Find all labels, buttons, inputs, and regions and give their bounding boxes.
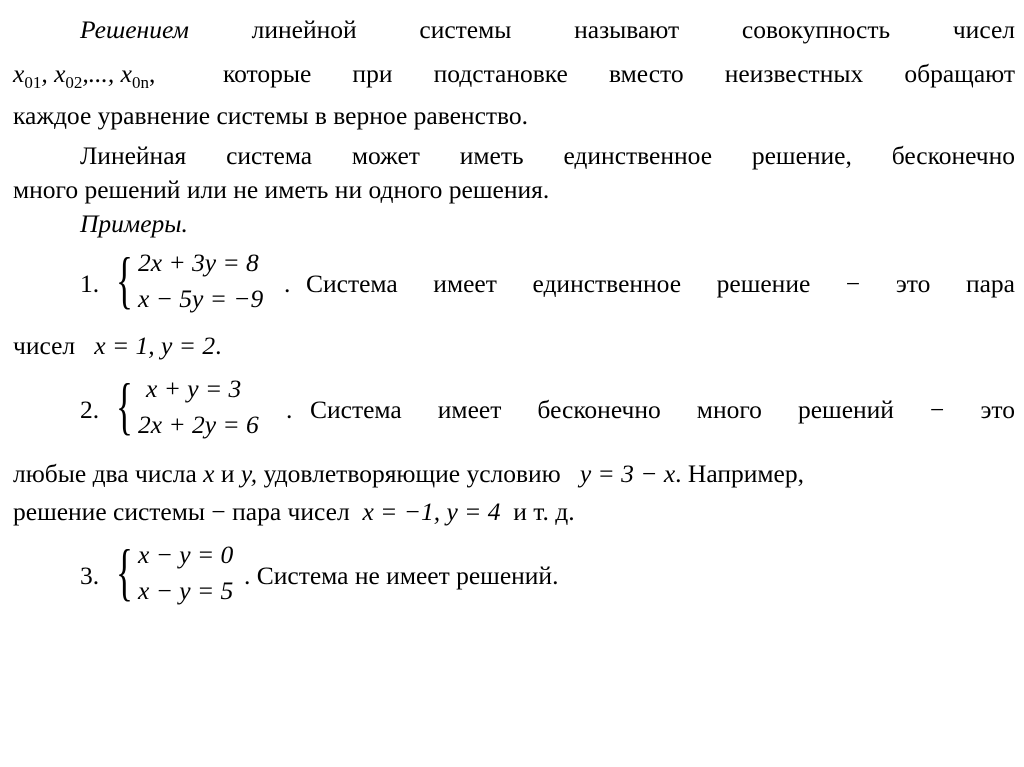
example-3-text: . Система не имеет решений.: [244, 561, 559, 590]
term-solution: Решением: [80, 15, 189, 44]
example-2-eq-1: x + y = 3: [146, 374, 242, 403]
text: удовлетворяющие условию: [263, 459, 561, 488]
left-brace: {: [116, 536, 133, 607]
example-1-text: Система имеет единственное решение − это пара: [306, 269, 1015, 298]
example-1-eq-1: 2x + 3y = 8: [138, 248, 259, 277]
example-3-number: 3.: [80, 561, 100, 590]
example-2-number: 2.: [80, 395, 100, 424]
example-1-solution: x = 1, y = 2: [94, 331, 216, 360]
text: и т. д.: [513, 497, 575, 526]
example-2-solution: x = −1, y = 4: [362, 497, 501, 526]
paragraph-2-line-1: Линейная система может иметь единственное решение, бесконечно: [80, 141, 1015, 170]
word: линейной: [251, 15, 357, 44]
example-1-eq-2: x − 5y = −9: [138, 284, 264, 313]
example-3-eq-2: x − y = 5: [138, 576, 234, 605]
word: системы: [419, 15, 512, 44]
condition: y = 3 − x: [579, 459, 676, 488]
paragraph-1-line-2: $x_{01}$, $x_{02}$,..., $x_{0n}$, которые при подстановке вместо неизвестных обращают: [13, 59, 1015, 92]
example-3-eq-1: x − y = 0: [138, 540, 234, 569]
dot: .: [286, 395, 293, 424]
left-brace: {: [116, 244, 133, 315]
paragraph-1-line-2-text: которые при подстановке вместо неизвестных обращают: [223, 59, 1015, 88]
example-2-line-3: [13, 496, 575, 528]
text: решение системы − пара чисел: [13, 497, 350, 526]
example-1-solution-line: чисел x = 1, y = 2.: [13, 331, 222, 360]
var-y: y,: [240, 459, 258, 488]
example-1-number: 1.: [80, 269, 100, 298]
paragraph-2-line-2: много решений или не иметь ни одного решения.: [13, 175, 550, 204]
var-x: x: [203, 459, 215, 488]
text: любые два числа: [13, 459, 197, 488]
word: называют: [574, 15, 680, 44]
variables-list: $x_{01}$, $x_{02}$,..., $x_{0n}$: [13, 59, 149, 92]
word: чисел: [952, 15, 1015, 44]
text: . Например,: [675, 459, 804, 488]
example-2-text: Система имеет бесконечно много решений − это: [310, 395, 1015, 424]
paragraph-1-line-3: каждое уравнение системы в верное равенство.: [13, 101, 529, 130]
example-2-eq-2: 2x + 2y = 6: [138, 410, 259, 439]
text: и: [220, 459, 235, 488]
examples-title: Примеры.: [80, 209, 188, 238]
left-brace: {: [116, 370, 133, 441]
example-2-line-2: [13, 458, 1015, 490]
label: чисел: [13, 331, 76, 360]
word: совокупность: [741, 15, 891, 44]
paragraph-1-line-1: [13, 14, 1015, 46]
dot: .: [284, 269, 291, 298]
